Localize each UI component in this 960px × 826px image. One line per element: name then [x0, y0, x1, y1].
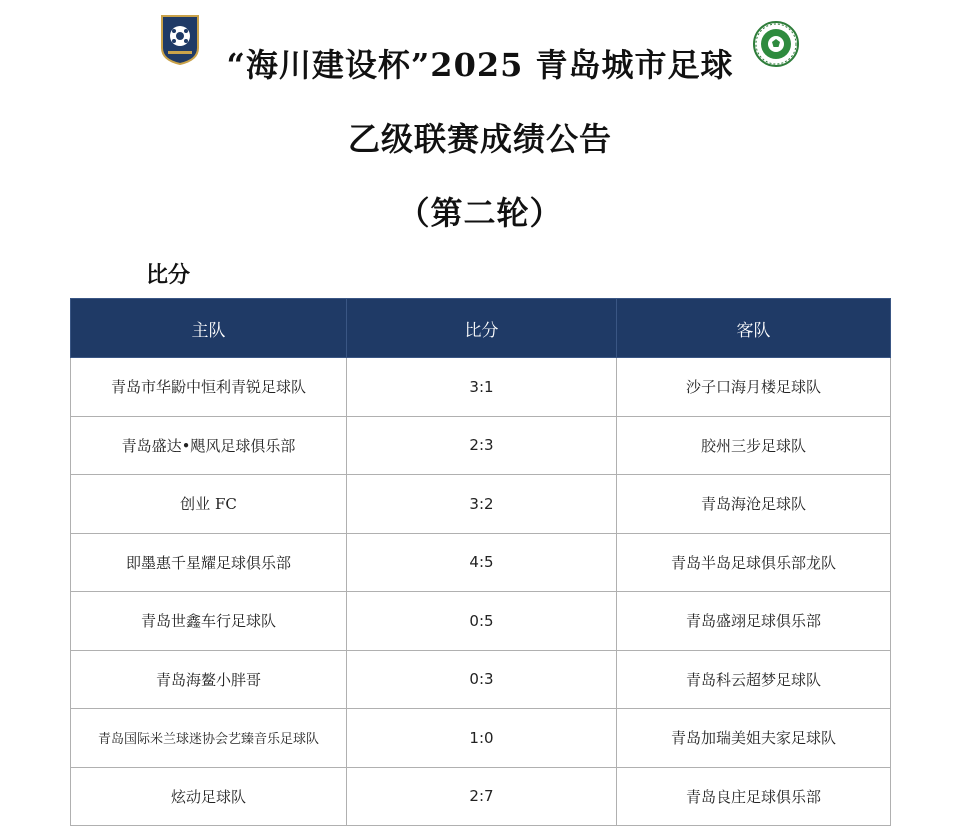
score-cell: 0:3: [347, 650, 617, 709]
round-label: （第二轮）: [397, 194, 563, 232]
home-team-cell: 青岛国际米兰球迷协会艺臻音乐足球队: [71, 709, 347, 768]
section-label-scores: 比分: [146, 263, 191, 288]
away-team-cell: 胶州三步足球队: [617, 416, 891, 475]
home-team-cell: 青岛世鑫车行足球队: [71, 592, 347, 651]
score-cell: 2:7: [347, 767, 617, 826]
table-row: [71, 709, 891, 768]
table-row: [71, 650, 891, 709]
column-header-away: 客队: [617, 299, 891, 358]
home-team-cell: 创业 FC: [71, 475, 347, 534]
home-team-cell: 青岛市华鼢中恒利青锐足球队: [71, 358, 347, 417]
table-header-row: [71, 299, 891, 358]
table-row: [71, 592, 891, 651]
score-cell: 2:3: [347, 416, 617, 475]
home-team-cell: 青岛盛达•飓风足球俱乐部: [71, 416, 347, 475]
away-team-cell: 青岛海沧足球队: [617, 475, 891, 534]
table-row: [71, 533, 891, 592]
table-row: [71, 358, 891, 417]
home-team-cell: 青岛海鳌小胖哥: [71, 650, 347, 709]
page-subtitle: 乙级联赛成绩公告: [347, 120, 612, 158]
away-team-cell: 青岛加瑞美姐夫家足球队: [617, 709, 891, 768]
scores-table: [70, 298, 891, 826]
score-cell: 0:5: [347, 592, 617, 651]
away-team-cell: 青岛半岛足球俱乐部龙队: [617, 533, 891, 592]
score-cell: 3:2: [347, 475, 617, 534]
score-cell: 3:1: [347, 358, 617, 417]
column-header-score: 比分: [347, 299, 617, 358]
score-cell: 1:0: [347, 709, 617, 768]
page-title: “海川建设杯”2025 青岛城市足球: [226, 46, 734, 84]
column-header-home: 主队: [71, 299, 347, 358]
away-team-cell: 青岛盛翊足球俱乐部: [617, 592, 891, 651]
score-cell: 4:5: [347, 533, 617, 592]
table-row: [71, 767, 891, 826]
away-team-cell: 青岛良庄足球俱乐部: [617, 767, 891, 826]
home-team-cell: 炫动足球队: [71, 767, 347, 826]
home-team-cell: 即墨惠千星耀足球俱乐部: [71, 533, 347, 592]
table-row: [71, 416, 891, 475]
away-team-cell: 沙子口海月楼足球队: [617, 358, 891, 417]
table-row: [71, 475, 891, 534]
away-team-cell: 青岛科云超梦足球队: [617, 650, 891, 709]
